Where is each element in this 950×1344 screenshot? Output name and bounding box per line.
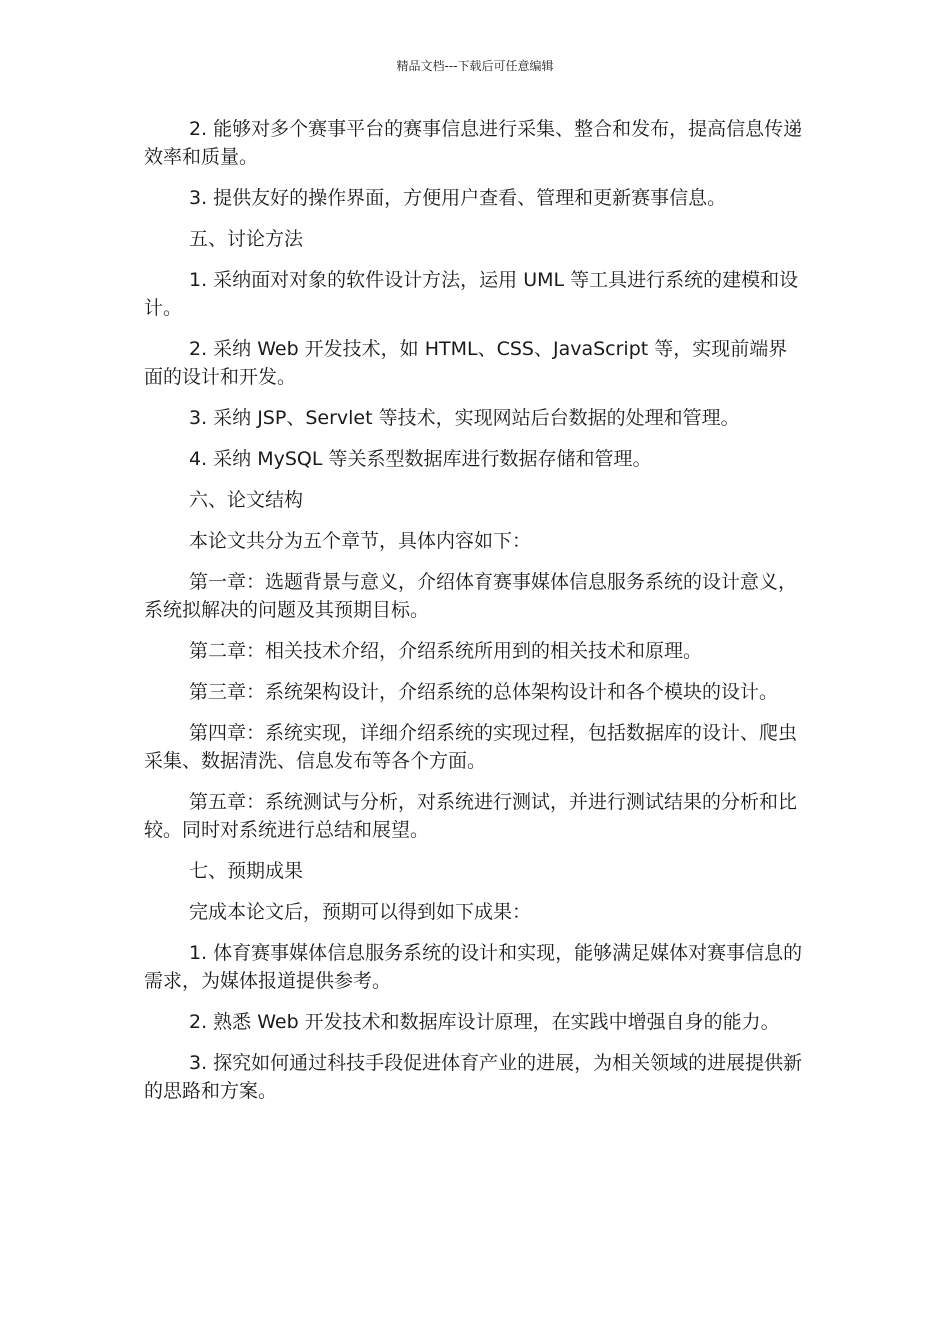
- paragraph-chapter-5: 第五章：系统测试与分析，对系统进行测试，并进行测试结果的分析和比较。同时对系统进行总结和展望。: [144, 791, 798, 841]
- paragraph-method-4: 4. 采纳 MySQL 等关系型数据库进行数据存储和管理。: [189, 448, 652, 470]
- paragraph-outcomes-intro: 完成本论文后，预期可以得到如下成果：: [189, 901, 532, 923]
- section-heading-outcomes: 七、预期成果: [189, 860, 304, 882]
- paragraph-chapter-3: 第三章：系统架构设计，介绍系统的总体架构设计和各个模块的设计。: [189, 681, 779, 703]
- page-header: 精品文档---下载后可任意编辑: [396, 59, 554, 73]
- paragraph-method-2: 2. 采纳 Web 开发技术，如 HTML、CSS、JavaScript 等，实现前端界面的设计和开发。: [144, 338, 788, 388]
- paragraph-goal-2: 2. 能够对多个赛事平台的赛事信息进行采集、整合和发布，提高信息传递效率和质量。: [144, 118, 803, 168]
- paragraph-outcome-2: 2. 熟悉 Web 开发技术和数据库设计原理，在实践中增强自身的能力。: [189, 1011, 780, 1033]
- paragraph-outcome-1: 1. 体育赛事媒体信息服务系统的设计和实现，能够满足媒体对赛事信息的需求，为媒体报道提供参考。: [144, 942, 803, 992]
- paragraph-chapter-1: 第一章：选题背景与意义，介绍体育赛事媒体信息服务系统的设计意义，系统拟解决的问题及其预期目标。: [144, 571, 798, 621]
- paragraph-method-3: 3. 采纳 JSP、Servlet 等技术，实现网站后台数据的处理和管理。: [189, 407, 740, 429]
- paragraph-chapter-4: 第四章：系统实现，详细介绍系统的实现过程，包括数据库的设计、爬虫采集、数据清洗、信息发布等各个方面。: [144, 722, 798, 772]
- section-heading-structure: 六、论文结构: [189, 489, 304, 511]
- document-body: [144, 115, 806, 1118]
- section-heading-methods: 五、讨论方法: [189, 228, 304, 250]
- paragraph-chapter-2: 第二章：相关技术介绍，介绍系统所用到的相关技术和原理。: [189, 640, 703, 662]
- paragraph-method-1: 1. 采纳面对对象的软件设计方法，运用 UML 等工具进行系统的建模和设计。: [144, 269, 799, 319]
- paragraph-outcome-3: 3. 探究如何通过科技手段促进体育产业的进展，为相关领域的进展提供新的思路和方案。: [144, 1052, 803, 1102]
- paragraph-goal-3: 3. 提供友好的操作界面，方便用户查看、管理和更新赛事信息。: [189, 187, 727, 209]
- paragraph-structure-intro: 本论文共分为五个章节，具体内容如下：: [189, 530, 532, 552]
